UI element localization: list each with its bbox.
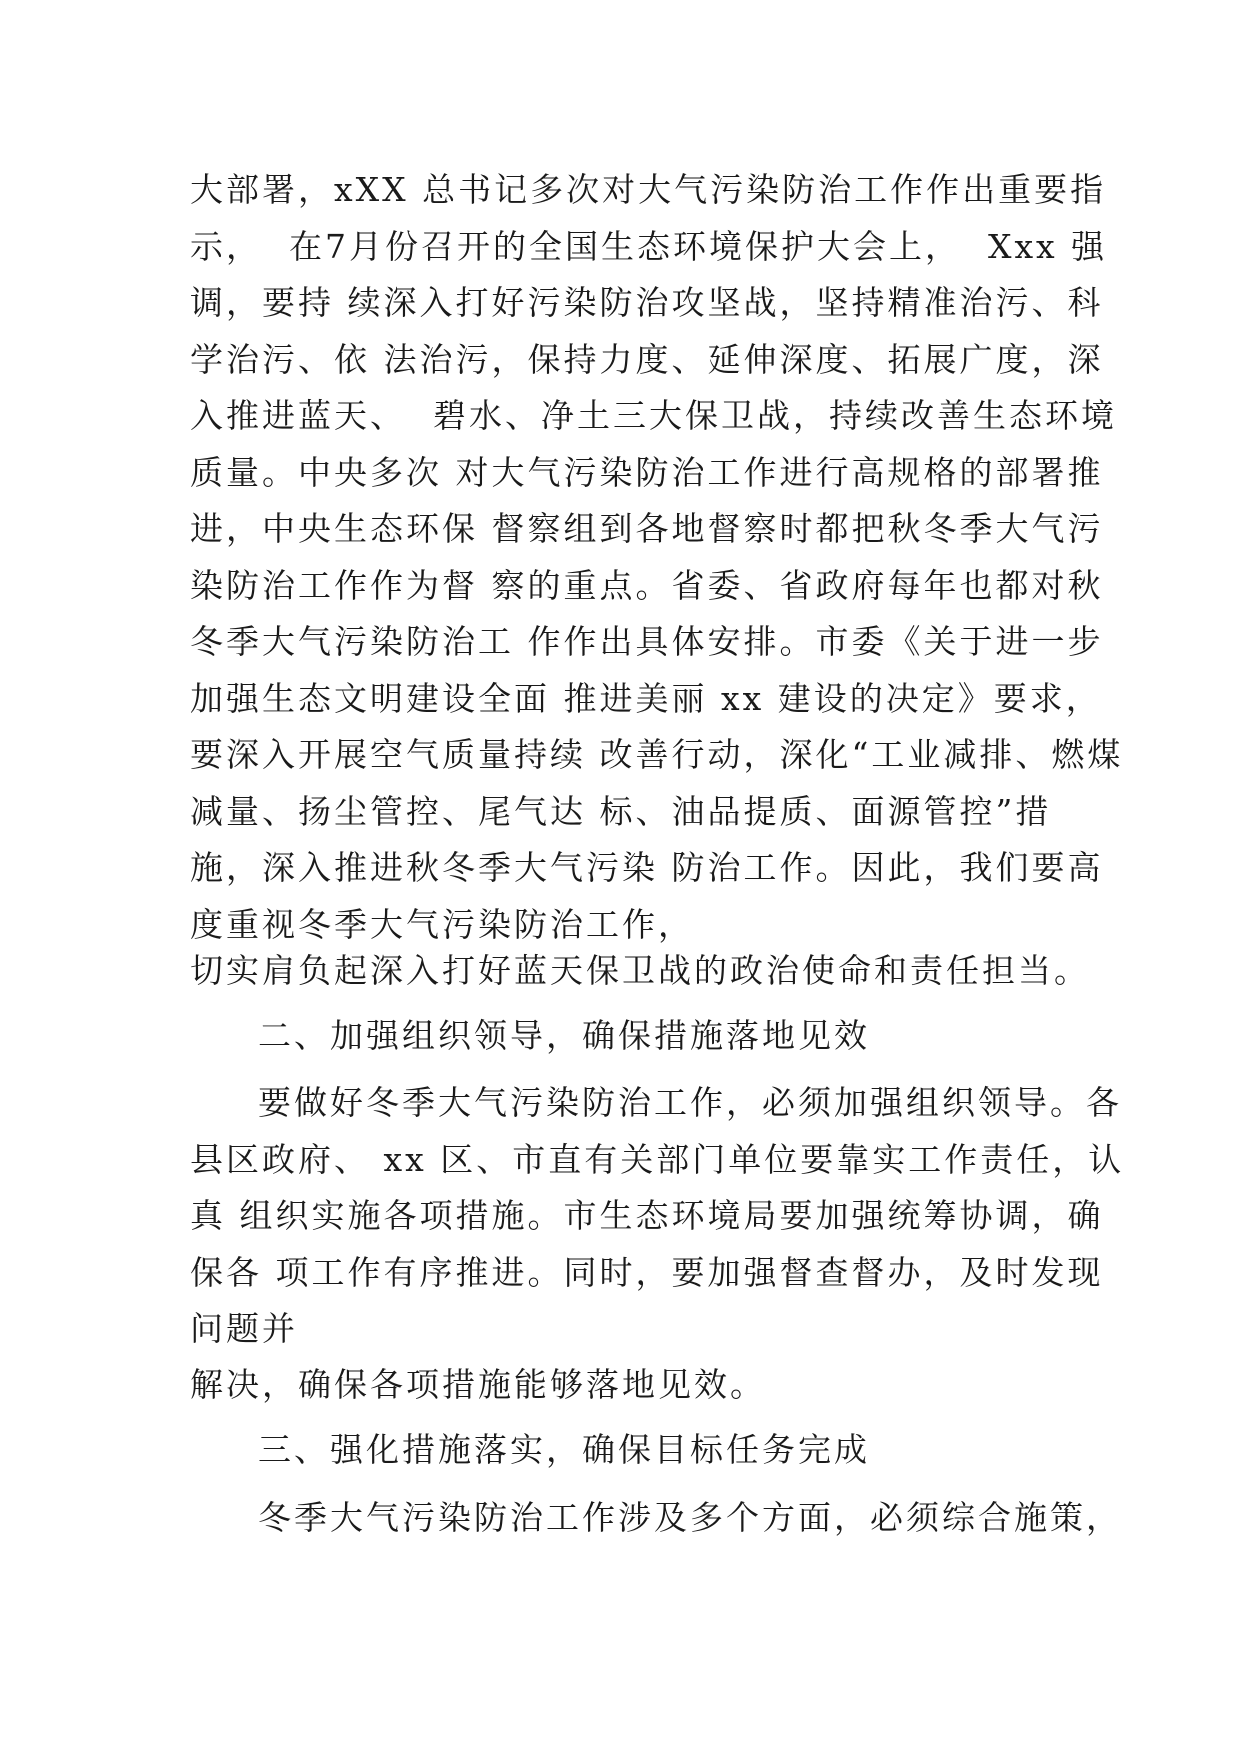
body-line: 县区政府、 xx 区、市直有关部门单位要靠实工作责任，认	[190, 1140, 1125, 1179]
body-line: 施，深入推进秋冬季大气污染 防治工作。因此，我们要高	[190, 848, 1104, 887]
body-line: 减量、扬尘管控、尾气达 标、油品提质、面源管控”措	[190, 792, 1052, 831]
body-line: 冬季大气污染防治工 作作出具体安排。市委《关于进一步	[190, 622, 1104, 661]
body-line: 加强生态文明建设全面 推进美丽 xx 建设的决定》要求，	[190, 679, 1102, 718]
body-line: 学治污、依 法治污，保持力度、延伸深度、拓展广度，深	[190, 340, 1104, 379]
body-line: 调，要持 续深入打好污染防治攻坚战，坚持精准治污、科	[190, 283, 1104, 322]
body-line: 解决，确保各项措施能够落地见效。	[190, 1365, 766, 1404]
body-line: 保各 项工作有序推进。同时，要加强督查督办，及时发现	[190, 1253, 1104, 1292]
body-line: 真 组织实施各项措施。市生态环境局要加强统筹协调，确	[190, 1196, 1104, 1235]
body-line: 入推进蓝天、 碧水、净土三大保卫战，持续改善生态环境	[190, 396, 1117, 435]
body-line: 要做好冬季大气污染防治工作，必须加强组织领导。各	[258, 1083, 1122, 1122]
body-line: 度重视冬季大气污染防治工作，	[190, 905, 694, 944]
body-line: 示， 在7月份召开的全国生态环境保护大会上， Xxx 强	[190, 227, 1108, 266]
section-heading: 二、加强组织领导，确保措施落地见效	[258, 1016, 870, 1055]
body-line: 进，中央生态环保 督察组到各地督察时都把秋冬季大气污	[190, 509, 1104, 548]
body-line: 问题并	[190, 1309, 298, 1348]
body-line: 切实肩负起深入打好蓝天保卫战的政治使命和责任担当。	[190, 951, 1090, 990]
section-heading: 三、强化措施落实，确保目标任务完成	[258, 1430, 870, 1469]
body-line: 要深入开展空气质量持续 改善行动，深化“工业减排、燃煤	[190, 735, 1124, 774]
body-line: 染防治工作作为督 察的重点。省委、省政府每年也都对秋	[190, 566, 1104, 605]
body-line: 质量。中央多次 对大气污染防治工作进行高规格的部署推	[190, 453, 1104, 492]
body-line: 大部署，xXX 总书记多次对大气污染防治工作作出重要指	[190, 170, 1107, 209]
body-line: 冬季大气污染防治工作涉及多个方面，必须综合施策，	[258, 1498, 1122, 1537]
